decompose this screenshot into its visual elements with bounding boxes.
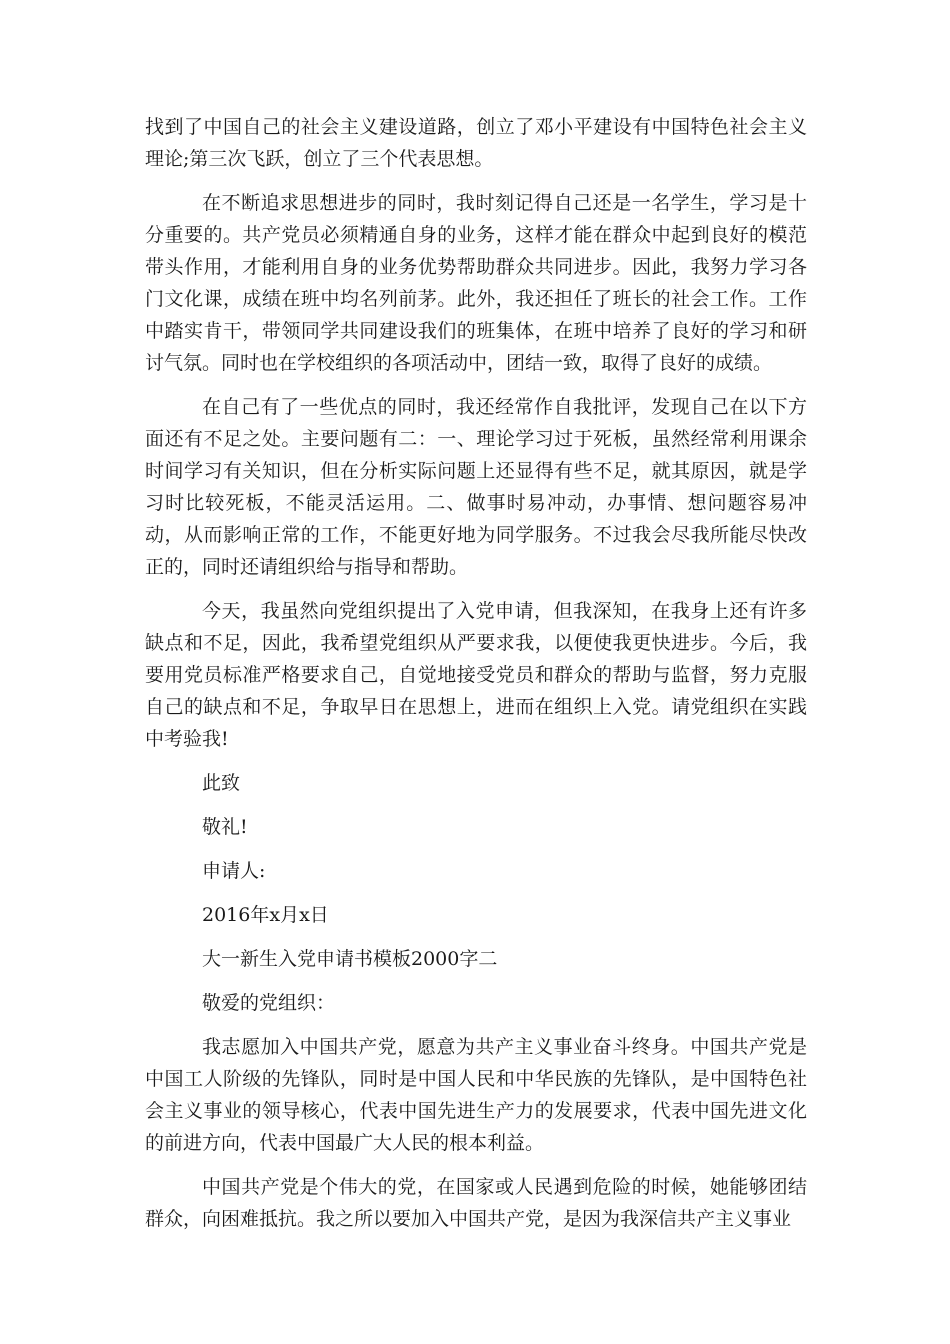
paragraph-study: 在不断追求思想进步的同时，我时刻记得自己还是一名学生，学习是十分重要的。共产党员必须精通自身的业务，这样才能在群众中起到良好的模范带头作用，才能利用自身的业务优势帮助群众共同进步。因此，我努力学习各门文化课，成绩在班中均名列前茅。此外，我还担任了班长的社会工作。工作中踏实肯干，带领同学共同建设我们的班集体，在班中培养了良好的学习和研讨气氛。同时也在学校组织的各项活动中，团结一致，取得了良好的成绩。	[145, 192, 807, 374]
paragraph-continuation: 找到了中国自己的社会主义建设道路，创立了邓小平建设有中国特色社会主义理论;第三次飞跃，创立了三个代表思想。	[145, 116, 807, 170]
section-title: 大一新生入党申请书模板2000字二	[202, 948, 498, 970]
applicant-label: 申请人:	[202, 860, 266, 882]
closing-regards: 敬礼!	[202, 816, 248, 838]
paragraph-party-description: 中国共产党是个伟大的党，在国家或人民遇到危险的时候，她能够团结群众，向困难抵抗。我之所以要加入中国共产党，是因为我深信共产主义事业	[145, 1176, 807, 1230]
date-line: 2016年x月x日	[202, 904, 329, 926]
paragraph-self-criticism: 在自己有了一些优点的同时，我还经常作自我批评，发现自己在以下方面还有不足之处。主要问题有二：一、理论学习过于死板，虽然经常利用课余时间学习有关知识，但在分析实际问题上还显得有些不足，就其原因，就是学习时比较死板，不能灵活运用。二、做事时易冲动，办事情、想问题容易冲动，从而影响正常的工作，不能更好地为同学服务。不过我会尽我所能尽快改正的，同时还请组织给与指导和帮助。	[145, 396, 807, 578]
document-body	[145, 111, 807, 1247]
greeting: 敬爱的党组织：	[202, 992, 336, 1014]
closing-salutation: 此致	[202, 772, 241, 794]
paragraph-resolution: 今天，我虽然向党组织提出了入党申请，但我深知，在我身上还有许多缺点和不足，因此，我希望党组织从严要求我，以便使我更快进步。今后，我要用党员标准严格要求自己，自觉地接受党员和群众的帮助与监督，努力克服自己的缺点和不足，争取早日在思想上，进而在组织上入党。请党组织在实践中考验我!	[145, 600, 807, 750]
paragraph-pledge: 我志愿加入中国共产党，愿意为共产主义事业奋斗终身。中国共产党是中国工人阶级的先锋队，同时是中国人民和中华民族的先锋队，是中国特色社会主义事业的领导核心，代表中国先进生产力的发展要求，代表中国先进文化的前进方向，代表中国最广大人民的根本利益。	[145, 1036, 807, 1154]
